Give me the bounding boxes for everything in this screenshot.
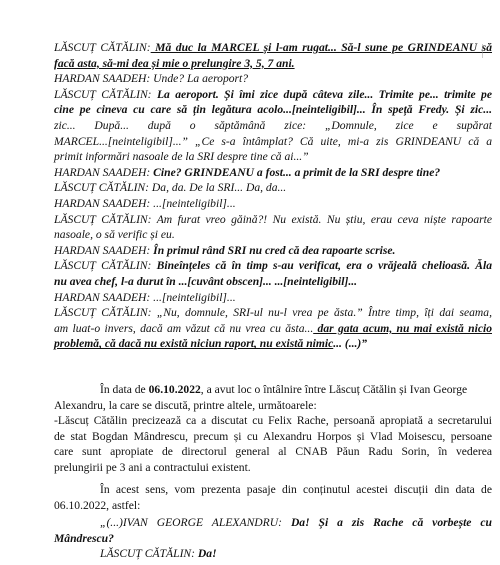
transcript-text: nasoale, o să verific și eu. bbox=[54, 228, 175, 242]
transcript-line bbox=[54, 87, 492, 103]
speaker-label: LĂSCUȚ CĂTĂLIN: bbox=[54, 41, 151, 54]
transcript-text: La aeroport. Și îmi zice după câteva zile... Trimite pe... trimite pe bbox=[151, 87, 492, 101]
transcript-text: zic... După... după o săptămână zice: „Domnule, zice e supărat bbox=[54, 119, 492, 132]
transcript-text-emphasis: dar gata acum, nu mai există nicio bbox=[313, 321, 492, 335]
transcript-text: Am furat vreo găină?! Nu există. Nu știu, erau ceva niște rapoarte bbox=[151, 212, 492, 226]
transcript-line bbox=[54, 118, 492, 134]
paragraph-text: , a avut loc o întâlnire între Lăscuț Cătălin și Ivan George bbox=[200, 383, 468, 396]
paragraph-line: prelungirii pe 3 ani a contractului existent. bbox=[54, 461, 251, 474]
transcript-text: facă asta, să-mi dea și mie o prelungire 3, 5, 7 ani. bbox=[54, 56, 295, 70]
transcript-line bbox=[54, 149, 492, 165]
transcript-line bbox=[54, 321, 492, 337]
paragraph-line: În acest sens, vom prezenta pasaje din conținutul acestei discuții din data de bbox=[100, 483, 492, 496]
paragraph-line: de stat Bogdan Mândrescu, precum și cu Alexandru Horpos și Vlad Moisescu, persoane bbox=[54, 429, 492, 443]
transcript-text-emphasis: problemă, că dacă nu există niciun raport, nu există nimic bbox=[54, 337, 334, 351]
transcript-line bbox=[54, 102, 492, 118]
transcript-text: Bineînțeles că în timp s-au verificat, era o vrăjeală chelioasă. Ăla bbox=[151, 259, 492, 273]
transcript-text: nu avea chef, l-a durut în ...[cuvânt obscen]... ...[neinteligibil]... bbox=[54, 275, 358, 288]
transcript-line bbox=[54, 227, 492, 243]
quote-speaker: „(...)IVAN GEORGE ALEXANDRU: bbox=[100, 516, 282, 529]
paragraph-line: Alexandru, la care se discută, printre altele, următoarele: bbox=[54, 398, 317, 412]
transcript-text: Mă duc la MARCEL și l-am rugat... Să-l sune pe GRINDEANU să bbox=[150, 41, 492, 54]
paragraph-line: -Lăscuț Cătălin precizează ca a discutat cu Felix Rache, persoană apropiată a secretarului bbox=[54, 414, 492, 428]
speaker-label: HARDAN SAADEH: bbox=[54, 72, 151, 86]
transcript-text: primit informări nasoale de la SRI despre tine că ai...” bbox=[54, 150, 309, 164]
scan-artifact bbox=[482, 44, 489, 58]
quote-line bbox=[100, 546, 500, 562]
transcript-text: cine pe cineva cu care să țin legătura acolo...[neinteligibil]... În speță Fredy. Și zic... bbox=[54, 103, 492, 117]
transcript-line bbox=[54, 56, 492, 72]
speaker-label: LĂSCUȚ CĂTĂLIN: bbox=[54, 212, 152, 226]
quote-text: Mândrescu? bbox=[54, 531, 114, 545]
quote-text: Da! Și a zis Rache că vorbește cu bbox=[282, 516, 492, 529]
transcript-text: Cine? GRINDEANU a fost... a primit de la SRI despre tine? bbox=[150, 165, 441, 179]
transcript-text: În primul rând SRI nu cred că dea rapoarte scrise. bbox=[150, 243, 396, 257]
transcript-line bbox=[54, 71, 492, 87]
transcript-line bbox=[54, 290, 492, 306]
paragraph-line: care sunt apropiate de directorul general al CNAB Păun Radu Sorin, în vederea bbox=[54, 445, 492, 459]
transcript-text: ... (...)” bbox=[333, 337, 368, 351]
transcript-line bbox=[54, 40, 492, 56]
paragraph-line bbox=[100, 382, 492, 398]
transcript-line bbox=[54, 336, 492, 352]
transcript-line bbox=[54, 243, 492, 259]
transcript-text: Unde? La aeroport? bbox=[150, 72, 249, 86]
paragraph-text: În data de bbox=[100, 383, 149, 396]
transcript-line bbox=[54, 258, 492, 274]
transcript-text: ...[neinteligibil]... bbox=[150, 197, 236, 210]
transcript-text: Da, da. De la SRI... Da, da... bbox=[149, 181, 287, 195]
transcript-line bbox=[54, 134, 492, 150]
speaker-label: LĂSCUȚ CĂTĂLIN: bbox=[54, 306, 152, 320]
quote-line bbox=[54, 531, 492, 547]
transcript-line bbox=[54, 212, 492, 228]
transcript-text: MARCEL...[neinteligibil]...” „Ce s-a întâmplat? Că uite, mi-a zis GRINDEANU că a bbox=[54, 134, 492, 148]
paragraph-line: 06.10.2022, astfel: bbox=[54, 498, 141, 512]
quote-speaker: LĂSCUȚ CĂTĂLIN: bbox=[100, 547, 196, 561]
transcript-line bbox=[54, 274, 492, 290]
speaker-label: HARDAN SAADEH: bbox=[54, 197, 151, 210]
transcript-text: am luat-o invers, dacă am văzut că nu vrea cu ăsta... bbox=[54, 321, 314, 335]
transcript-line bbox=[54, 305, 492, 321]
speaker-label: HARDAN SAADEH: bbox=[54, 243, 151, 257]
transcript-text: ...[neinteligibil]... bbox=[150, 290, 236, 304]
speaker-label: HARDAN SAADEH: bbox=[54, 290, 151, 304]
meeting-date: 06.10.2022 bbox=[148, 383, 201, 396]
quote-line bbox=[100, 515, 492, 531]
transcript-line bbox=[54, 180, 492, 196]
transcript-text: „Nu, domnule, SRI-ul nu-l vrea pe ăsta.” Între timp, îți dai seama, bbox=[151, 306, 492, 320]
transcript-line bbox=[54, 196, 492, 212]
speaker-label: LĂSCUȚ CĂTĂLIN: bbox=[54, 259, 152, 273]
quote-text: Da! bbox=[195, 547, 217, 561]
transcript-line bbox=[54, 165, 492, 181]
speaker-label: HARDAN SAADEH: bbox=[54, 165, 151, 179]
speaker-label: LĂSCUȚ CĂTĂLIN: bbox=[54, 181, 150, 195]
speaker-label: LĂSCUȚ CĂTĂLIN: bbox=[54, 87, 152, 101]
